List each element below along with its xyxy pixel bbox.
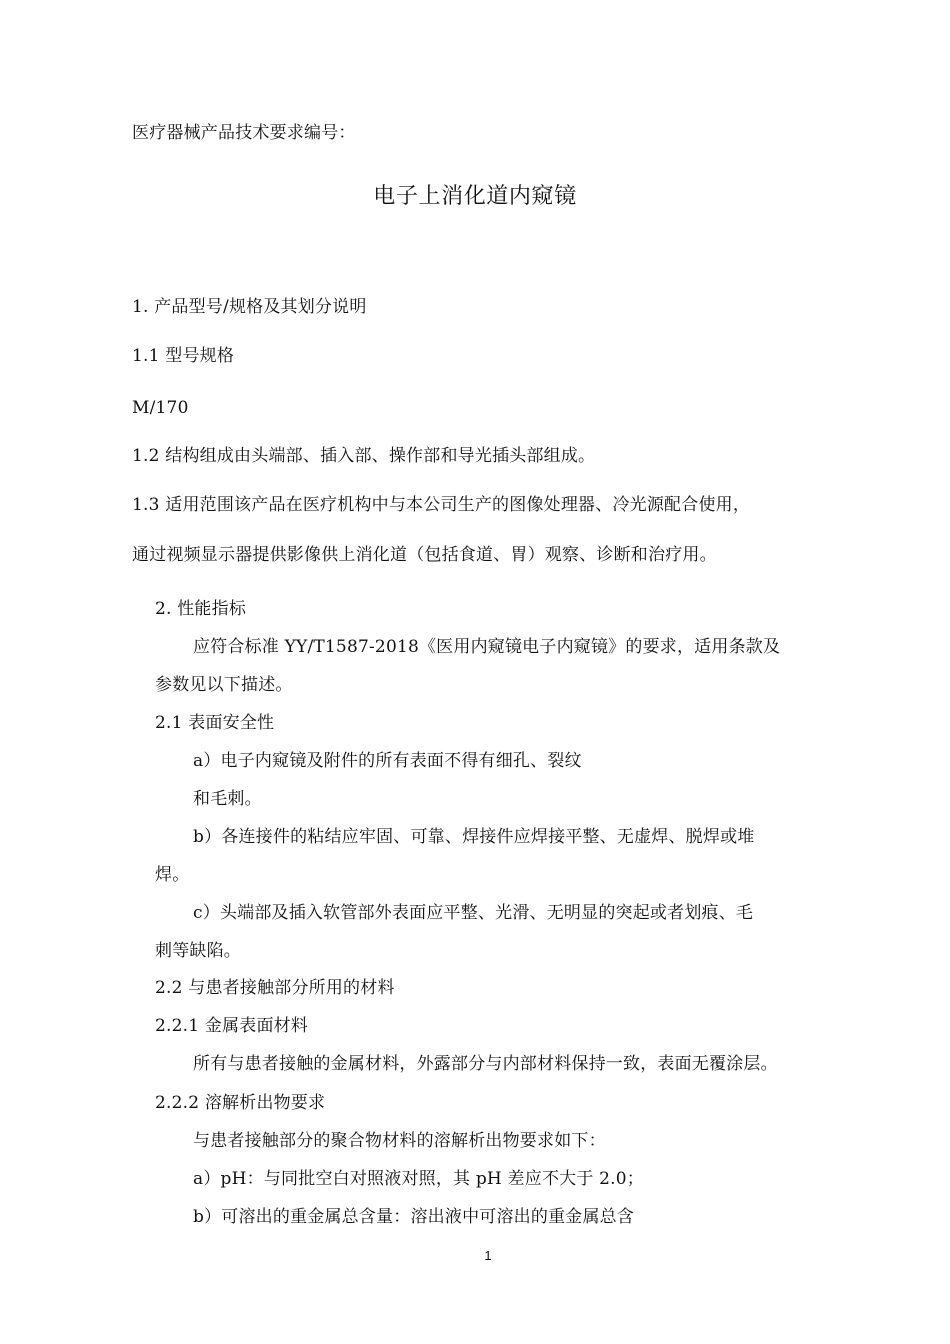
section-2-2-2-intro: 与患者接触部分的聚合物材料的溶解析出物要求如下： <box>193 1131 606 1151</box>
section-2-1-b-line2: 焊。 <box>155 865 190 885</box>
section-1-2-text: 1.2 结构组成由头端部、插入部、操作部和导光插头部组成。 <box>132 446 596 466</box>
doc-number-label: 医疗器械产品技术要求编号： <box>132 123 356 143</box>
section-1-3-text-line1: 1.3 适用范围该产品在医疗机构中与本公司生产的图像处理器、冷光源配合使用， <box>132 495 751 515</box>
section-2-intro-line1: 应符合标准 YY/T1587-2018《医用内窥镜电子内窥镜》的要求，适用条款及 <box>193 637 781 657</box>
document-title: 电子上消化道内窥镜 <box>373 184 577 209</box>
section-2-2-2-item-a: a）pH：与同批空白对照液对照，其 pH 差应不大于 2.0； <box>193 1169 644 1189</box>
section-2-1-c-line2: 刺等缺陷。 <box>155 941 241 961</box>
section-2-1-heading: 2.1 表面安全性 <box>155 713 275 733</box>
section-1-heading: 1. 产品型号/规格及其划分说明 <box>132 297 367 317</box>
section-2-1-a-line1: a）电子内窥镜及附件的所有表面不得有细孔、裂纹 <box>193 751 582 771</box>
section-1-1-heading: 1.1 型号规格 <box>132 346 235 366</box>
model-value: M/170 <box>132 398 189 418</box>
section-2-2-1-text: 所有与患者接触的金属材料，外露部分与内部材料保持一致，表面无覆涂层。 <box>193 1054 778 1074</box>
section-2-heading: 2. 性能指标 <box>155 599 247 619</box>
section-2-2-1-heading: 2.2.1 金属表面材料 <box>155 1016 309 1036</box>
section-2-2-2-item-b: b）可溶出的重金属总含量：溶出液中可溶出的重金属总含 <box>193 1207 635 1227</box>
section-2-1-c-line1: c）头端部及插入软管部外表面应平整、光滑、无明显的突起或者划痕、毛 <box>193 903 754 923</box>
section-2-intro-line2: 参数见以下描述。 <box>155 675 293 695</box>
page-number: 1 <box>484 1248 492 1263</box>
section-2-2-heading: 2.2 与患者接触部分所用的材料 <box>155 978 395 998</box>
section-2-1-a-line2: 和毛刺。 <box>193 789 262 809</box>
section-2-1-b-line1: b）各连接件的粘结应牢固、可靠、焊接件应焊接平整、无虚焊、脱焊或堆 <box>193 827 755 847</box>
section-2-2-2-heading: 2.2.2 溶解析出物要求 <box>155 1093 326 1113</box>
section-1-3-text-line2: 通过视频显示器提供影像供上消化道（包括食道、胃）观察、诊断和治疗用。 <box>132 545 717 565</box>
